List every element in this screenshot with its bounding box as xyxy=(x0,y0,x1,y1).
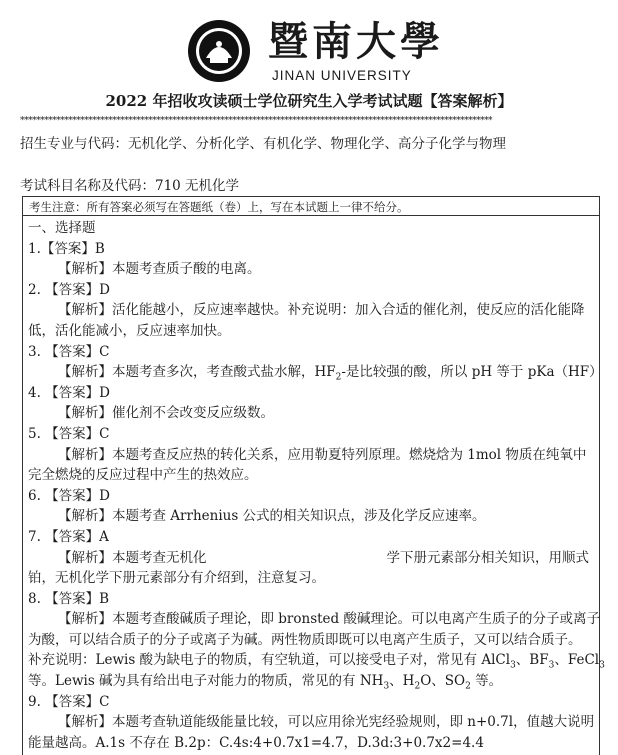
answer-5: 5. 【答案】C xyxy=(28,425,110,442)
analysis-9-line2: 能量越高。A.1s 不存在 B.2p：C.4s:4+0.7x1=4.7，D.3d:3+0.7x2=4.4 xyxy=(28,734,484,751)
star-divider: ********************************************************************************************************************** xyxy=(20,116,492,126)
analysis-5-line2: 完全燃烧的反应过程中产生的热效应。 xyxy=(28,467,258,484)
analysis-5-line1: 【解析】本题考查反应热的转化关系，应用勒夏特列原理。燃烧焓为 1mol 物质在纯氧中 xyxy=(58,446,587,463)
answer-8: 8. 【答案】B xyxy=(28,590,110,607)
analysis-2-line2: 低，活化能减小，反应速率加快。 xyxy=(28,322,231,339)
answer-4: 4. 【答案】D xyxy=(28,384,110,401)
exam-title: 2022 年招收攻读硕士学位研究生入学考试试题【答案解析】 xyxy=(105,92,513,110)
analysis-3: 【解析】本题考查多次，考查酸式盐水解，$HF_2-$是比较强的酸，所以 pH 等于 pKa（HF） xyxy=(58,364,603,383)
subject-line: 考试科目名称及代码：710 无机化学 xyxy=(20,178,240,194)
majors-line: 招生专业与代码：无机化学、分析化学、有机化学、物理化学、高分子化学与物理 xyxy=(20,136,506,152)
analysis-8-line3: 补充说明：Lewis 酸为缺电子的物质，有空轨道，可以接受电子对，常见有 AlCl$_3$、$BF_3$、FeCl$_3$ xyxy=(28,652,605,672)
answer-6: 6. 【答案】D xyxy=(28,487,110,504)
analysis-1: 【解析】本题考查质子酸的电离。 xyxy=(58,261,261,278)
logo-english-name: JINAN UNIVERSITY xyxy=(272,68,412,83)
analysis-8-line4: 等。Lewis 碱为具有给出电子对能力的物质，常见的有 $NH_3$、$H_2O$、$SO_2$ 等。 xyxy=(28,673,503,692)
answer-7: 7. 【答案】A xyxy=(28,528,109,545)
analysis-2-line1: 【解析】活化能越小，反应速率越快。补充说明：加入合适的催化剂，使反应的活化能降 xyxy=(58,302,585,319)
analysis-9-line1: 【解析】本题考查轨道能级能量比较，可以应用徐光宪经验规则，即 n+0.7l，值越大说明 xyxy=(58,714,595,731)
analysis-7-line1: 【解析】本题考查无机化 学下册元素部分相关知识，用顺式 xyxy=(58,549,589,566)
logo-chinese-name: 暨南大學 xyxy=(268,18,444,65)
answer-3: 3. 【答案】C xyxy=(28,343,110,360)
section-heading: 一、选择题 xyxy=(28,220,96,236)
university-header xyxy=(0,14,618,86)
analysis-6: 【解析】本题考查 Arrhenius 公式的相关知识点，涉及化学反应速率。 xyxy=(58,508,486,525)
answer-content xyxy=(28,218,605,753)
analysis-8-line1: 【解析】本题考查酸碱质子理论，即 bronsted 酸碱理论。可以电离产生质子的分子或离子 xyxy=(58,611,600,628)
answer-9: 9. 【答案】C xyxy=(28,693,110,710)
answer-2: 2. 【答案】D xyxy=(28,281,110,298)
analysis-8-line2: 为酸，可以结合质子的分子或离子为碱。两性物质即既可以电离产生质子，又可以结合质子。 xyxy=(28,631,582,648)
university-seal-icon xyxy=(186,18,252,84)
answer-1: 1.【答案】B xyxy=(28,240,105,257)
analysis-7-line2: 铂，无机化学下册元素部分有介绍到，注意复习。 xyxy=(28,570,325,587)
notice-text: 考生注意：所有答案必须写在答题纸（卷）上，写在本试题上一律不给分。 xyxy=(29,200,409,214)
analysis-4: 【解析】催化剂不会改变反应级数。 xyxy=(58,405,274,422)
notice-box xyxy=(22,196,600,216)
